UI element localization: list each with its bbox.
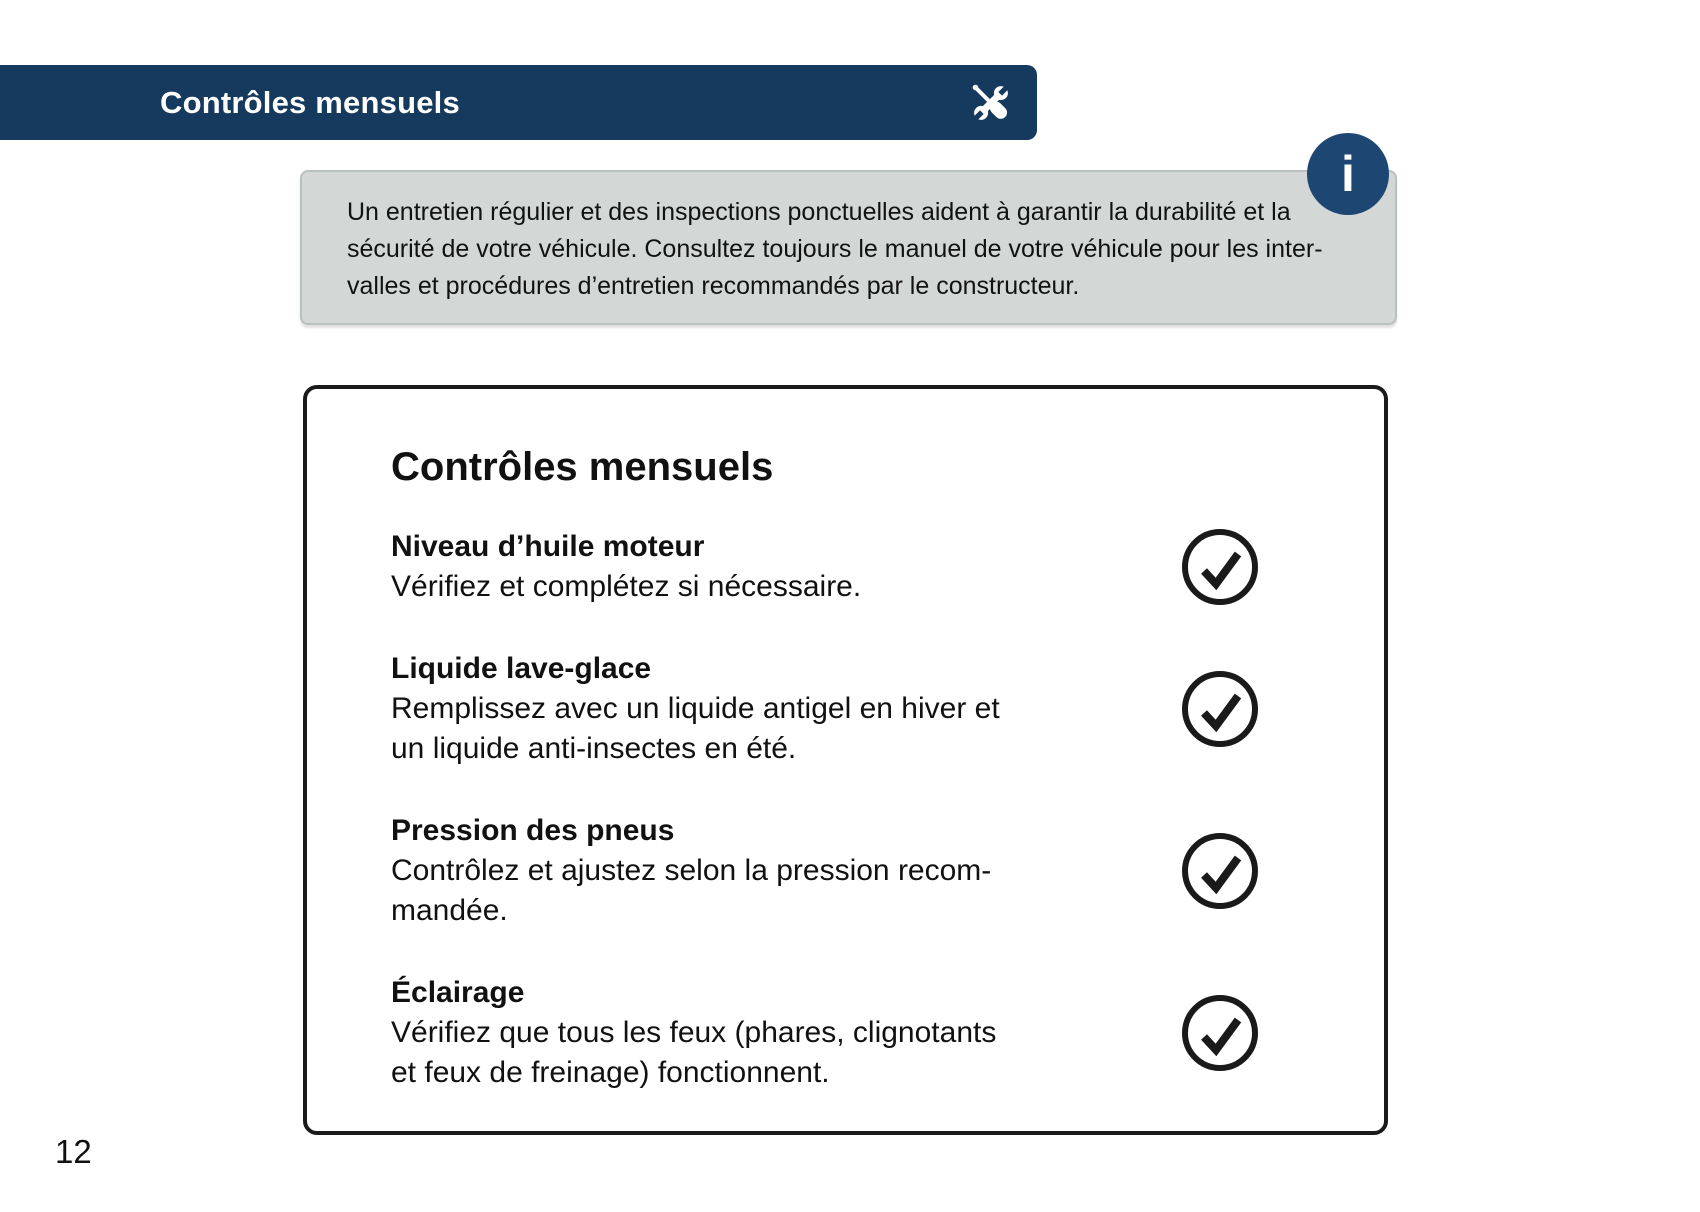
info-icon (1307, 133, 1389, 215)
checklist-item (391, 973, 1260, 1093)
check-circle-icon (1180, 993, 1260, 1073)
page-number: 12 (55, 1133, 92, 1170)
checklist-item-description: Contrôlez et ajustez selon la pression recom- (391, 854, 992, 887)
check-circle-icon (1180, 831, 1260, 911)
info-note-line: Un entretien régulier et des inspections ponctuelles aident à garantir la durabilité et la (347, 198, 1291, 226)
checklist-card (303, 385, 1388, 1135)
tools-icon (967, 79, 1015, 127)
checklist-item (391, 649, 1260, 769)
checklist-item (391, 811, 1260, 931)
checklist-item-text (391, 649, 1000, 769)
section-header-bar (0, 65, 1037, 140)
checklist-item-description: Vérifiez et complétez si nécessaire. (391, 570, 862, 603)
check-circle-icon (1180, 527, 1260, 607)
checklist-item-title: Éclairage (391, 976, 525, 1009)
checklist-item-title: Niveau d’huile moteur (391, 530, 705, 563)
info-icon-letter: i (1341, 146, 1355, 202)
checklist-item-description: Vérifiez que tous les feux (phares, clignotants (391, 1016, 997, 1049)
checklist-item-title: Liquide lave-glace (391, 652, 652, 685)
section-title: Contrôles mensuels (160, 84, 460, 120)
checklist-item-title: Pression des pneus (391, 814, 675, 847)
check-circle-icon (1180, 669, 1260, 749)
checklist-item-description: un liquide anti-insectes en été. (391, 732, 797, 765)
card-title: Contrôles mensuels (391, 445, 774, 489)
info-note-line: valles et procédures d’entretien recommandés par le constructeur. (347, 272, 1080, 300)
info-note (300, 170, 1397, 325)
checklist-item (391, 527, 1260, 607)
checklist-item-description: mandée. (391, 894, 508, 927)
checklist-item-description: et feux de freinage) fonctionnent. (391, 1056, 830, 1089)
info-note-line: sécurité de votre véhicule. Consultez toujours le manuel de votre véhicule pour les inter- (347, 235, 1323, 263)
checklist-item-text (391, 811, 991, 931)
checklist-item-text (391, 527, 861, 607)
checklist-item-text (391, 973, 996, 1093)
checklist-item-description: Remplissez avec un liquide antigel en hiver et (391, 692, 1000, 725)
